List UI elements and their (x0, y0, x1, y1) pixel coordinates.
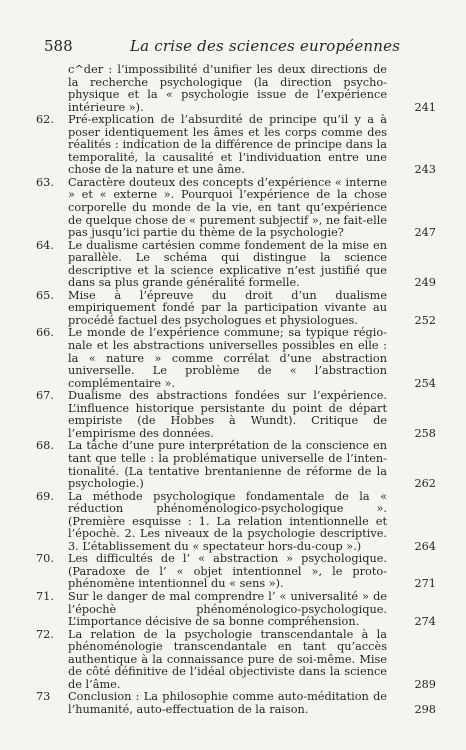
toc-entry (36, 177, 436, 240)
table-of-contents (36, 64, 436, 716)
toc-entry-page: 271 (414, 577, 436, 591)
toc-entry-text: Le monde de l’expérience commune; sa typique régionale et les abstractions universelles possibles en elle : la « nature » comme corrélat d’une abstraction universelle. Le problème de « l’abstraction complémentaire ». (68, 326, 387, 390)
toc-entry-page: 274 (414, 615, 436, 629)
toc-entry-text: Le dualisme cartésien comme fondement de la mise en parallèle. Le schéma qui distingue la science descriptive et la science explicative n’est justifié que dans sa plus grande généralité formelle. (68, 238, 387, 290)
toc-entry-text: Les difficultés de l’ « abstraction » psychologique. (Paradoxe de l’ « objet intentionnel », le proto-phénomène intentionnel du « sens »). (68, 552, 387, 591)
toc-entry (36, 64, 436, 114)
running-title: La crise des sciences européennes (130, 37, 401, 55)
page-number: 588 (44, 37, 73, 55)
toc-entry (36, 114, 436, 177)
toc-entry-number: 71. (36, 589, 54, 603)
toc-entry-text: c^der : l’impossibilité d’unifier les deux directions de la recherche psychologique (la direction psycho-physique et la « psychologie issue de l’expérience intérieure »). (68, 63, 387, 114)
toc-entry-number: 66. (36, 326, 54, 340)
toc-entry-number: 69. (36, 489, 54, 503)
toc-entry-number: 64. (36, 238, 54, 252)
toc-entry-text: La relation de la psychologie transcendantale à la phénoménologie transcendantale en tant qu’accès authentique à la connaissance pure de soi-même. Mise de côté définitive de l’idéal objectiviste dans la science de l’âme. (68, 627, 387, 691)
toc-entry (36, 240, 436, 290)
toc-entry-page: 264 (414, 539, 436, 553)
toc-entry (36, 491, 436, 554)
toc-entry-page: 258 (414, 426, 436, 440)
toc-entry (36, 591, 436, 629)
toc-entry (36, 440, 436, 490)
toc-entry-number: 67. (36, 389, 54, 403)
toc-entry-page: 254 (414, 376, 436, 390)
toc-entry-text: Caractère douteux des concepts d’expérience « interne » et « externe ». Pourquoi l’expérience de la chose corporelle du monde de la vie, en tant qu’expérience de quelque chose de « purement subjectif », ne fait-elle pas jusqu’ici partie du thème de la psychologie? (68, 175, 387, 240)
toc-entry-page: 262 (414, 477, 436, 491)
toc-entry (36, 629, 436, 692)
toc-entry-number: 68. (36, 439, 54, 453)
toc-entry-number: 63. (36, 175, 54, 189)
toc-entry (36, 691, 436, 716)
toc-entry (36, 290, 436, 328)
toc-entry-text: Dualisme des abstractions fondées sur l’expérience. L’influence historique persistante du point de départ empiriste (de Hobbes à Wundt). Critique de l’empirisme des données. (68, 389, 387, 440)
toc-entry-number: 62. (36, 113, 54, 127)
toc-entry-number: 72. (36, 627, 54, 641)
toc-entry-text: Mise à l’épreuve du droit d’un dualisme empiriquement fondé par la participation vivante au procédé factuel des psychologues et physiologues. (68, 288, 387, 327)
toc-entry-number: 73 (36, 690, 51, 704)
toc-entry-page: 241 (414, 100, 436, 114)
toc-entry-text: Sur le danger de mal comprendre l’ « universalité » de l’épochè phénoménologico-psychologique. L’importance décisive de sa bonne compréhension. (68, 589, 387, 629)
toc-entry-number: 70. (36, 552, 54, 566)
toc-entry-page: 249 (414, 276, 436, 290)
page-header (44, 37, 422, 59)
toc-entry-text: Pré-explication de l’absurdité de principe qu’il y a à poser identiquement les âmes et les corps comme des réalités : indication de la différence de principe dans la temporalité, la causalité et l’individuation entre une chose de la nature et une âme. (68, 113, 387, 177)
toc-entry-text: La méthode psychologique fondamentale de la « réduction phénoménologico-psychologique ». (Première esquisse : 1. La relation intentionnelle et l’épochè. 2. Les niveaux de la psychologie descriptive. 3. L’établissement du « spectateur hors-du-coup ».) (68, 489, 387, 553)
toc-entry (36, 553, 436, 591)
toc-entry-text: Conclusion : La philosophie comme auto-méditation de l’humanité, auto-effectuation de la raison. (68, 690, 387, 716)
toc-entry (36, 390, 436, 440)
toc-entry-number: 65. (36, 288, 54, 302)
toc-entry-page: 247 (414, 226, 436, 240)
toc-entry (36, 327, 436, 390)
toc-entry-page: 298 (414, 702, 436, 716)
toc-entry-text: La tâche d’une pure interprétation de la conscience en tant que telle : la problématique universelle de l’intentionalité. (La tentative brentanienne de réforme de la psychologie.) (68, 439, 387, 491)
toc-entry-page: 289 (414, 677, 436, 691)
toc-entry-page: 243 (414, 163, 436, 177)
toc-entry-page: 252 (414, 313, 436, 327)
